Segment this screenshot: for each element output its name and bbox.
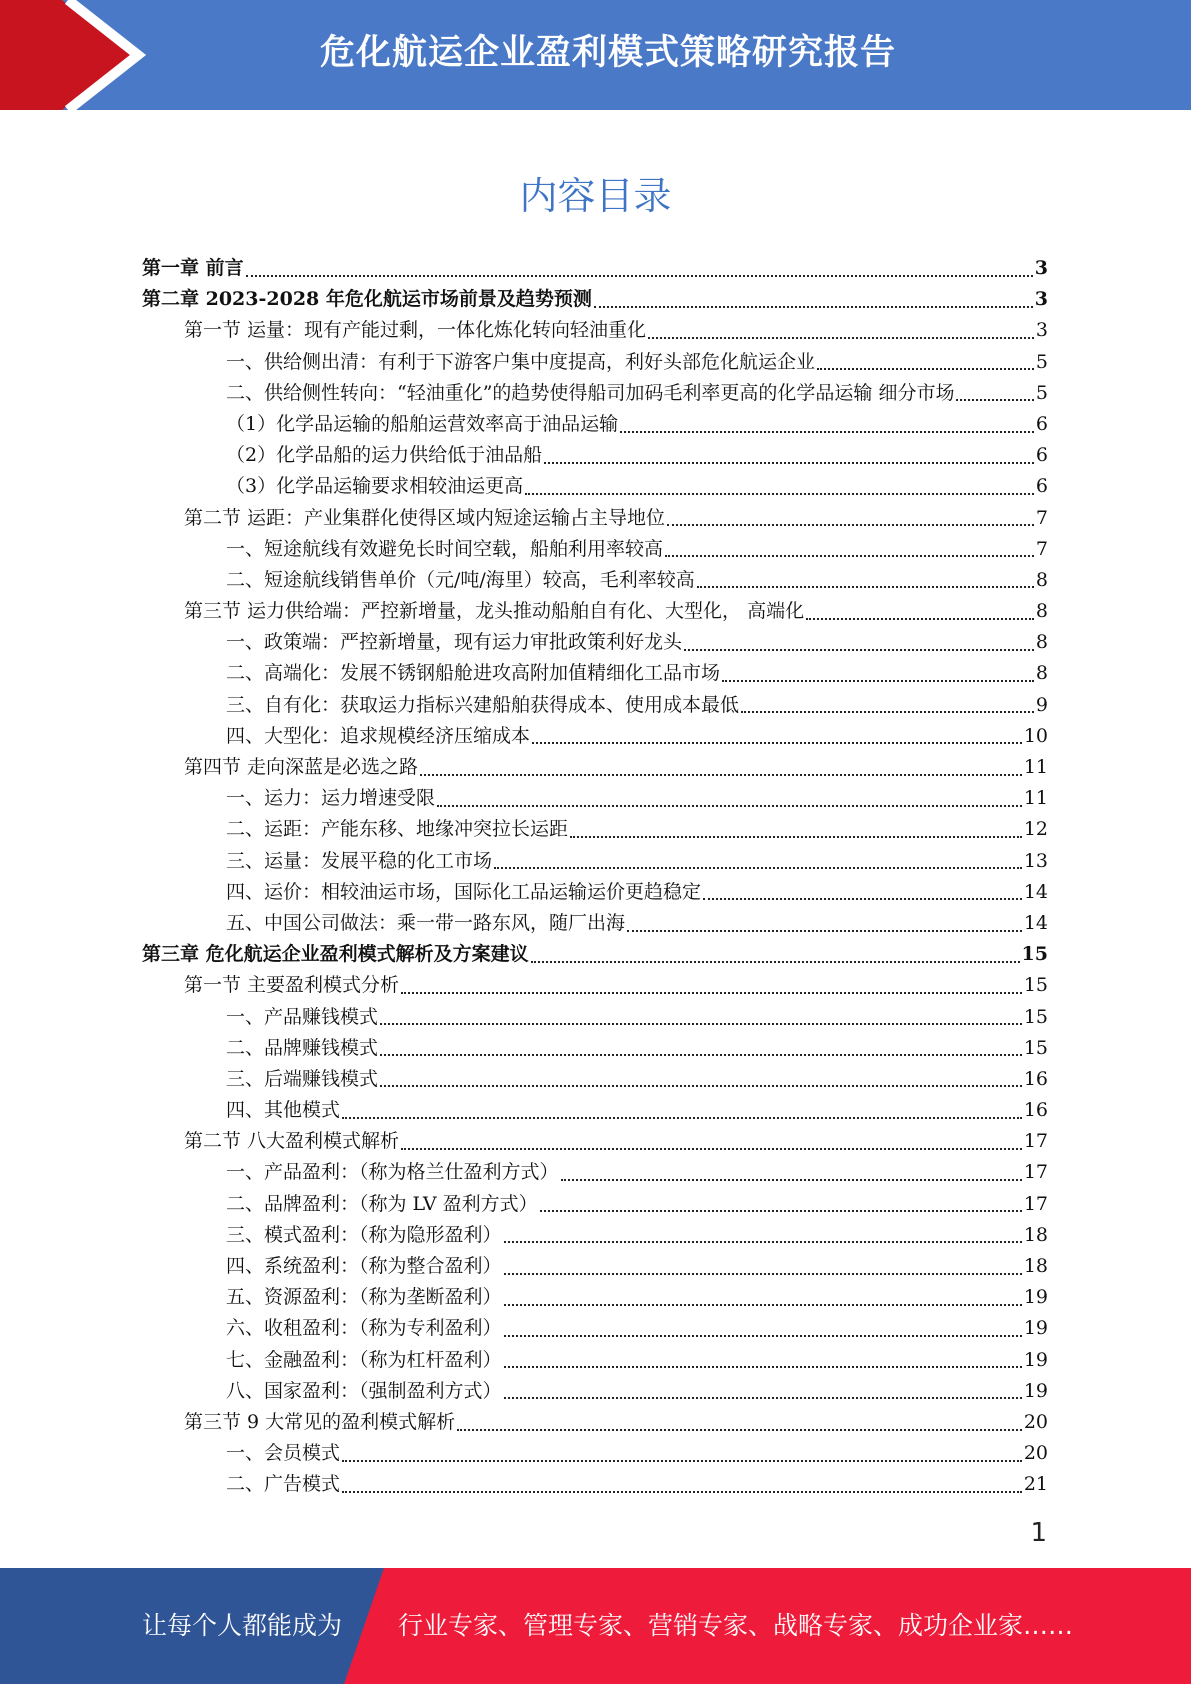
toc-leader-dots (401, 1148, 1022, 1150)
toc-entry-label: 第一章 前言 (142, 257, 244, 279)
toc-entry-label: 五、中国公司做法：乘一带一路东风，随厂出海 (226, 911, 626, 934)
toc-entry[interactable] (142, 534, 1048, 565)
footer-slogan-left: 让每个人都能成为 (142, 1611, 343, 1640)
toc-entry-page: 6 (1035, 444, 1048, 467)
toc-entry-page: 10 (1023, 724, 1048, 747)
toc-entry[interactable] (142, 814, 1048, 845)
toc-entry-page: 15 (1021, 943, 1048, 966)
toc-leader-dots (342, 1117, 1022, 1119)
toc-leader-dots (504, 1273, 1022, 1275)
toc-entry-label: 三、后端赚钱模式 (226, 1067, 379, 1090)
toc-entry[interactable] (142, 846, 1048, 877)
toc-entry-page: 19 (1023, 1286, 1048, 1309)
toc-leader-dots (540, 1210, 1022, 1212)
toc-leader-dots (525, 493, 1034, 495)
toc-entry[interactable] (142, 315, 1048, 346)
toc-entry[interactable] (142, 1282, 1048, 1313)
toc-entry[interactable] (142, 284, 1048, 315)
toc-entry-label: 一、短途航线有效避免长时间空载，船舶利用率较高 (226, 537, 664, 560)
toc-entry-label: 二、短途航线销售单价（元/吨/海里）较高，毛利率较高 (226, 568, 695, 591)
toc-entry-page: 17 (1023, 1161, 1048, 1184)
toc-leader-dots (494, 867, 1022, 869)
toc-leader-dots (665, 555, 1034, 557)
toc-entry-page: 3 (1035, 319, 1048, 342)
toc-entry-page: 18 (1023, 1255, 1048, 1277)
toc-leader-dots (380, 1023, 1022, 1025)
toc-leader-dots (504, 1241, 1022, 1243)
toc-entry-label: （2）化学品船的运力供给低于油品船 (226, 444, 543, 467)
toc-entry-page: 17 (1023, 1130, 1048, 1153)
toc-leader-dots (806, 618, 1034, 620)
toc-entry-label: 第二节 八大盈利模式解析 (184, 1130, 400, 1153)
toc-leader-dots (627, 930, 1022, 932)
toc-entry[interactable] (142, 471, 1048, 502)
toc-entry-page: 6 (1035, 475, 1048, 498)
toc-leader-dots (504, 1397, 1022, 1399)
table-of-contents (142, 253, 1048, 1501)
toc-leader-dots (570, 836, 1022, 838)
toc-entry-page: 16 (1023, 1067, 1048, 1090)
toc-entry[interactable] (142, 1469, 1048, 1500)
toc-entry-label: 八、国家盈利：（强制盈利方式） (226, 1379, 502, 1402)
toc-leader-dots (420, 774, 1022, 776)
toc-leader-dots (697, 586, 1034, 588)
toc-entry[interactable] (142, 1407, 1048, 1438)
toc-entry-label: 第三章 危化航运企业盈利模式解析及方案建议 (142, 943, 529, 966)
footer-slogan-right: 行业专家、管理专家、营销专家、战略专家、成功企业家…… (398, 1611, 1074, 1640)
toc-entry-page: 5 (1035, 350, 1048, 373)
toc-entry-label: 第三节 9 大常见的盈利模式解析 (184, 1410, 456, 1433)
toc-leader-dots (342, 1491, 1022, 1493)
report-title: 危化航运企业盈利模式策略研究报告 (320, 33, 897, 73)
toc-entry-page: 19 (1023, 1379, 1048, 1402)
toc-entry-page: 19 (1023, 1348, 1048, 1371)
toc-entry-page: 16 (1023, 1099, 1048, 1122)
toc-entry[interactable] (142, 347, 1048, 378)
toc-entry[interactable] (142, 1126, 1048, 1157)
toc-entry-label: 四、大型化：追求规模经济压缩成本 (226, 724, 531, 747)
toc-entry-label: （1）化学品运输的船舶运营效率高于油品运输 (226, 412, 619, 435)
header-banner (0, 0, 1191, 110)
toc-entry[interactable] (142, 658, 1048, 689)
toc-entry[interactable] (142, 596, 1048, 627)
toc-entry-label: 三、模式盈利：（称为隐形盈利） (226, 1223, 502, 1246)
toc-leader-dots (342, 1460, 1022, 1462)
toc-entry-page: 15 (1023, 1036, 1048, 1059)
toc-entry-page: 7 (1035, 537, 1048, 560)
toc-entry-label: 一、运力：运力增速受限 (226, 787, 436, 810)
toc-entry[interactable] (142, 1033, 1048, 1064)
toc-entry-label: 二、高端化：发展不锈钢船舱进攻高附加值精细化工品市场 (226, 662, 721, 685)
toc-entry-page: 14 (1023, 880, 1048, 903)
toc-entry-label: 二、品牌盈利：（称为 LV 盈利方式） (226, 1192, 538, 1215)
toc-entry[interactable] (142, 627, 1048, 658)
toc-heading: 内容目录 (519, 174, 672, 218)
toc-entry-page: 8 (1035, 662, 1048, 685)
toc-entry-page: 13 (1023, 849, 1048, 872)
toc-entry[interactable] (142, 1313, 1048, 1344)
toc-entry-page: 17 (1023, 1192, 1048, 1215)
toc-entry[interactable] (142, 378, 1048, 409)
toc-entry[interactable] (142, 721, 1048, 752)
toc-leader-dots (956, 399, 1033, 401)
toc-entry-page: 15 (1023, 1005, 1048, 1028)
toc-entry-label: 第三节 运力供给端：严控新增量，龙头推动船舶自有化、大型化， 高端化 (184, 600, 805, 623)
page-number: 1 (1030, 1518, 1047, 1548)
toc-leader-dots (437, 805, 1022, 807)
toc-leader-dots (457, 1429, 1022, 1431)
toc-leader-dots (741, 711, 1034, 713)
toc-entry-page: 8 (1035, 600, 1048, 623)
toc-entry-page: 9 (1035, 693, 1048, 716)
toc-entry-page: 20 (1023, 1410, 1048, 1433)
toc-entry-label: 一、产品盈利：（称为格兰仕盈利方式） (226, 1161, 559, 1184)
toc-leader-dots (531, 961, 1020, 963)
toc-entry[interactable] (142, 1095, 1048, 1126)
toc-entry-page: 8 (1035, 568, 1048, 591)
toc-leader-dots (504, 1335, 1022, 1337)
toc-entry-label: 第二节 运距：产业集群化使得区域内短途运输占主导地位 (184, 506, 666, 529)
toc-entry-label: 四、其他模式 (226, 1099, 341, 1122)
toc-entry-label: 第一节 主要盈利模式分析 (184, 974, 400, 997)
toc-entry-page: 12 (1023, 818, 1048, 841)
toc-entry-label: 三、自有化：获取运力指标兴建船舶获得成本、使用成本最低 (226, 693, 740, 716)
toc-entry-label: 七、金融盈利：（称为杠杆盈利） (226, 1348, 502, 1371)
toc-entry[interactable] (142, 253, 1048, 284)
toc-entry-label: 一、产品赚钱模式 (226, 1005, 379, 1028)
toc-entry[interactable] (142, 783, 1048, 814)
toc-entry[interactable] (142, 1220, 1048, 1251)
toc-entry[interactable] (142, 1376, 1048, 1407)
toc-entry-page: 19 (1023, 1317, 1048, 1340)
toc-entry-page: 11 (1023, 787, 1048, 810)
toc-entry-label: 二、广告模式 (226, 1473, 341, 1496)
toc-entry-page: 3 (1034, 257, 1048, 279)
toc-entry-label: 一、供给侧出清：有利于下游客户集中度提高，利好头部危化航运企业 (226, 350, 816, 373)
toc-entry-label: （3）化学品运输要求相较油运更高 (226, 475, 524, 498)
footer-banner (0, 1568, 1191, 1684)
toc-entry[interactable] (142, 503, 1048, 534)
toc-entry-page: 11 (1023, 756, 1048, 778)
toc-entry-page: 20 (1023, 1442, 1048, 1465)
toc-entry[interactable] (142, 1064, 1048, 1095)
toc-leader-dots (504, 1304, 1022, 1306)
toc-leader-dots (544, 462, 1034, 464)
toc-leader-dots (703, 898, 1022, 900)
toc-leader-dots (667, 524, 1034, 526)
toc-entry[interactable] (142, 877, 1048, 908)
toc-entry[interactable] (142, 1345, 1048, 1376)
toc-entry-page: 8 (1035, 631, 1048, 654)
toc-entry[interactable] (142, 1251, 1048, 1282)
toc-entry-page: 3 (1034, 288, 1048, 311)
toc-entry-page: 15 (1023, 974, 1048, 997)
toc-entry-page: 6 (1035, 412, 1048, 435)
toc-entry-label: 第四节 走向深蓝是必选之路 (184, 756, 419, 778)
toc-entry[interactable] (142, 1438, 1048, 1469)
toc-entry-label: 二、供给侧性转向：“轻油重化”的趋势使得船司加码毛利率更高的化学品运输 细分市场 (226, 381, 955, 404)
toc-entry[interactable] (142, 440, 1048, 471)
toc-leader-dots (722, 680, 1034, 682)
toc-leader-dots (380, 1054, 1022, 1056)
toc-entry-page: 5 (1035, 381, 1048, 404)
toc-entry[interactable] (142, 752, 1048, 783)
toc-entry[interactable] (142, 565, 1048, 596)
toc-entry[interactable] (142, 908, 1048, 939)
toc-entry-label: 一、政策端：严控新增量，现有运力审批政策利好龙头 (226, 631, 683, 654)
toc-entry-label: 四、系统盈利：（称为整合盈利） (226, 1255, 502, 1277)
toc-leader-dots (648, 337, 1034, 339)
toc-entry[interactable] (142, 1189, 1048, 1220)
toc-entry-page: 21 (1023, 1473, 1048, 1496)
toc-entry[interactable] (142, 1157, 1048, 1188)
toc-entry-label: 二、运距：产能东移、地缘冲突拉长运距 (226, 818, 569, 841)
toc-entry-label: 二、品牌赚钱模式 (226, 1036, 379, 1059)
toc-entry[interactable] (142, 939, 1048, 970)
toc-leader-dots (532, 742, 1022, 744)
toc-entry-label: 第二章 2023-2028 年危化航运市场前景及趋势预测 (142, 288, 592, 311)
toc-leader-dots (684, 649, 1034, 651)
toc-leader-dots (401, 992, 1022, 994)
toc-leader-dots (594, 306, 1033, 308)
toc-leader-dots (380, 1085, 1022, 1087)
toc-entry[interactable] (142, 970, 1048, 1001)
toc-entry-label: 四、运价：相较油运市场，国际化工品运输运价更趋稳定 (226, 880, 702, 903)
toc-entry-label: 一、会员模式 (226, 1442, 341, 1465)
toc-entry-page: 14 (1023, 911, 1048, 934)
toc-entry-page: 18 (1023, 1223, 1048, 1246)
toc-entry[interactable] (142, 409, 1048, 440)
toc-leader-dots (246, 275, 1033, 277)
toc-entry-label: 第一节 运量：现有产能过剩，一体化炼化转向轻油重化 (184, 319, 647, 342)
toc-leader-dots (561, 1179, 1022, 1181)
toc-entry[interactable] (142, 1002, 1048, 1033)
toc-entry[interactable] (142, 690, 1048, 721)
toc-entry-label: 五、资源盈利：（称为垄断盈利） (226, 1286, 502, 1309)
toc-entry-label: 三、运量：发展平稳的化工市场 (226, 849, 493, 872)
toc-leader-dots (620, 431, 1034, 433)
toc-entry-label: 六、收租盈利：（称为专利盈利） (226, 1317, 502, 1340)
toc-entry-page: 7 (1035, 506, 1048, 529)
toc-leader-dots (817, 368, 1034, 370)
toc-leader-dots (504, 1366, 1022, 1368)
